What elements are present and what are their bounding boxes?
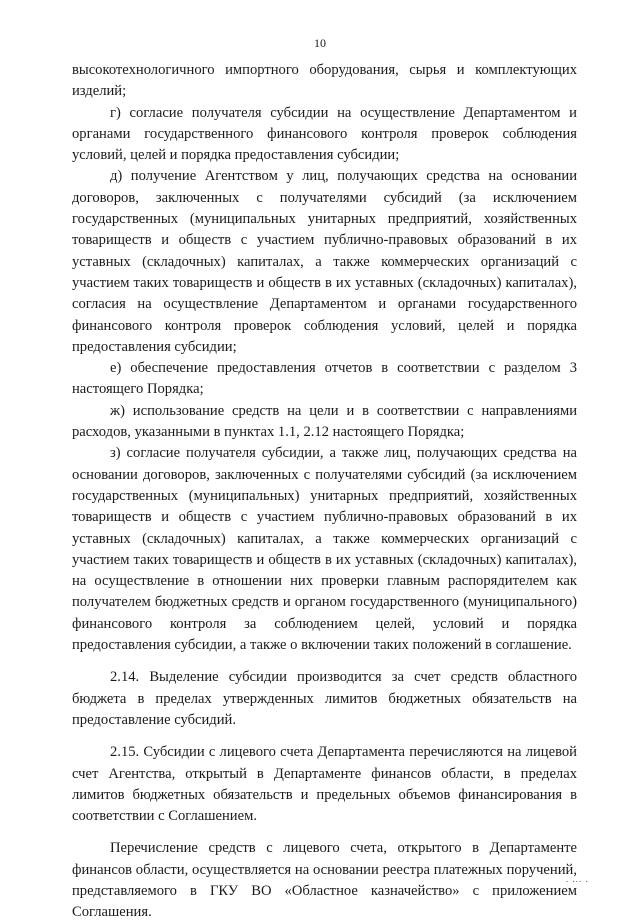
page-number: 10 — [314, 36, 326, 50]
corner-mark: . ... . — [566, 874, 589, 884]
paragraph-2-15: 2.15. Субсидии с лицевого счета Департамента перечисляются на лицевой счет Агентства, открытый в Департаменте финансов области, в пределах лимитов бюджетных обязательств и предельных объемов финансирования в соответствии с Соглашением. — [72, 744, 577, 825]
paragraph-transfer: Перечисление средств с лицевого счета, открытого в Департаменте финансов области, осуществляется на основании реестра платежных поручений, представляемого в ГКУ ВО «Областное казначейство» с приложением Соглашения. — [72, 840, 577, 921]
paragraph-item-d: д) получение Агентством у лиц, получающих средства на основании договоров, заключенных с получателями субсидий (за исключением государственных (муниципальных унитарных предприятий, хозяйственных товариществ и обществ с участием публично-правовых образований в их уставных (складочных) капиталах, а также коммерческих организаций с участием таких товариществ и обществ в их уставных (складочных) капиталах), согласия на осуществление Департаментом и органами государственного финансового контроля проверок соблюдения условий, целей и порядка предоставления субсидии; — [72, 168, 577, 355]
paragraph-item-zh: ж) использование средств на цели и в соответствии с направлениями расходов, указанными в пунктах 1.1, 2.12 настоящего Порядка; — [72, 402, 577, 441]
paragraph-continuation: высокотехнологичного импортного оборудования, сырья и комплектующих изделий; — [72, 62, 577, 100]
paragraph-item-g: г) согласие получателя субсидии на осуществление Департаментом и органами государственного финансового контроля проверок соблюдения условий, целей и порядка предоставления субсидии; — [72, 104, 577, 164]
paragraph-2-14: 2.14. Выделение субсидии производится за счет средств областного бюджета в пределах утвержденных лимитов бюджетных обязательств на предоставление субсидий. — [72, 669, 577, 728]
document-body — [72, 60, 577, 924]
paragraph-item-z: з) согласие получателя субсидии, а также лиц, получающих средства на основании договоров, заключенных с получателями субсидий (за исключением государственных (муниципальных) унитарных предприятий, хозяйственных товариществ и обществ с участием публично-правовых образований в их уставных (складочных) капиталах, а также коммерческих организаций с участием таких товариществ и обществ в их уставных (складочных) капиталах), на осуществление в отношении них проверки главным распорядителем как получателем бюджетных средств и органом государственного (муниципального) финансового контроля за соблюдением целей, условий и порядка предоставления субсидии, а также о включении таких положений в соглашение. — [72, 445, 577, 654]
paragraph-item-e: е) обеспечение предоставления отчетов в соответствии с разделом 3 настоящего Порядка; — [72, 360, 577, 398]
